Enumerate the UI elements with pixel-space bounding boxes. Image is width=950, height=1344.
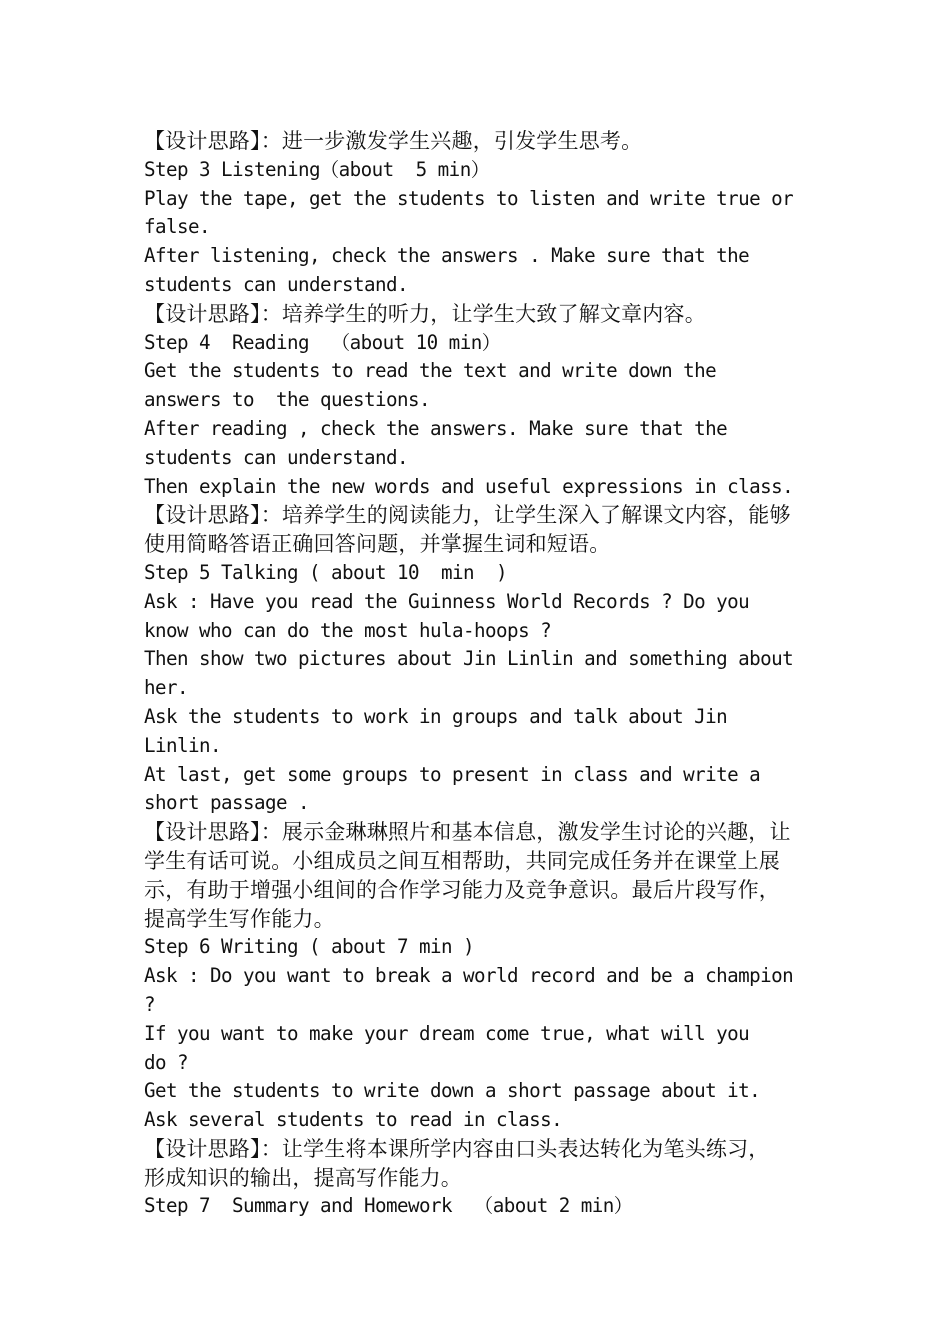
step-heading: Step 6 Writing ( about 7 min ) xyxy=(144,935,475,959)
design-note-line: 【设计思路】：让学生将本课所学内容由口头表达转化为笔头练习， xyxy=(144,1136,770,1161)
paragraph-line: Play the tape, get the students to listen and write true or xyxy=(144,186,794,210)
paragraph-line: Ask : Do you want to break a world record and be a champion xyxy=(144,964,794,988)
paragraph-line: false. xyxy=(144,215,211,239)
step-heading: Step 4 Reading （about 10 min） xyxy=(144,330,501,354)
paragraph-line: Ask several students to read in class. xyxy=(144,1108,563,1132)
paragraph-line: Get the students to write down a short passage about it. xyxy=(144,1079,761,1103)
paragraph-line: do ? xyxy=(144,1050,189,1074)
design-note-line: 【设计思路】：培养学生的听力，让学生大致了解文章内容。 xyxy=(144,301,706,326)
document-body xyxy=(144,127,814,1221)
design-note-line: 使用简略答语正确回答问题，并掌握生词和短语。 xyxy=(144,532,611,557)
design-note-line: 形成知识的输出，提高写作能力。 xyxy=(144,1165,462,1190)
design-note-line: 【设计思路】：展示金琳琳照片和基本信息，激发学生讨论的兴趣，让 xyxy=(144,820,791,845)
step-heading: Step 5 Talking ( about 10 min ) xyxy=(144,560,508,584)
step-heading: Step 7 Summary and Homework （about 2 min） xyxy=(144,1194,633,1218)
paragraph-line: her. xyxy=(144,676,189,700)
paragraph-line: Then explain the new words and useful expressions in class. xyxy=(144,474,794,498)
paragraph-line: ? xyxy=(144,992,156,1016)
design-note-line: 【设计思路】：进一步激发学生兴趣，引发学生思考。 xyxy=(144,129,643,153)
paragraph-line: Linlin. xyxy=(144,733,222,757)
paragraph-line: students can understand. xyxy=(144,445,409,469)
design-note-line: 示，有助于增强小组间的合作学习能力及竞争意识。最后片段写作， xyxy=(144,877,780,902)
paragraph-line: If you want to make your dream come true, what will you xyxy=(144,1021,750,1045)
paragraph-line: At last, get some groups to present in class and write a xyxy=(144,762,761,786)
paragraph-line: Ask : Have you read the Guinness World Records ? Do you xyxy=(144,589,750,613)
paragraph-line: students can understand. xyxy=(144,272,409,296)
paragraph-line: short passage . xyxy=(144,791,310,815)
design-note-line: 提高学生写作能力。 xyxy=(144,906,335,931)
design-note-line: 学生有话可说。小组成员之间互相帮助，共同完成任务并在课堂上展 xyxy=(144,848,780,873)
step-heading: Step 3 Listening（about 5 min） xyxy=(144,157,490,181)
paragraph-line: After listening, check the answers . Make sure that the xyxy=(144,244,750,268)
paragraph-line: Ask the students to work in groups and talk about Jin xyxy=(144,704,728,728)
paragraph-line: Then show two pictures about Jin Linlin and something about xyxy=(144,647,794,671)
design-note-line: 【设计思路】：培养学生的阅读能力，让学生深入了解课文内容，能够 xyxy=(144,503,791,528)
paragraph-line: After reading , check the answers. Make sure that the xyxy=(144,416,728,440)
paragraph-line: answers to the questions. xyxy=(144,388,431,412)
paragraph-line: Get the students to read the text and write down the xyxy=(144,359,717,383)
paragraph-line: know who can do the most hula-hoops ? xyxy=(144,618,552,642)
